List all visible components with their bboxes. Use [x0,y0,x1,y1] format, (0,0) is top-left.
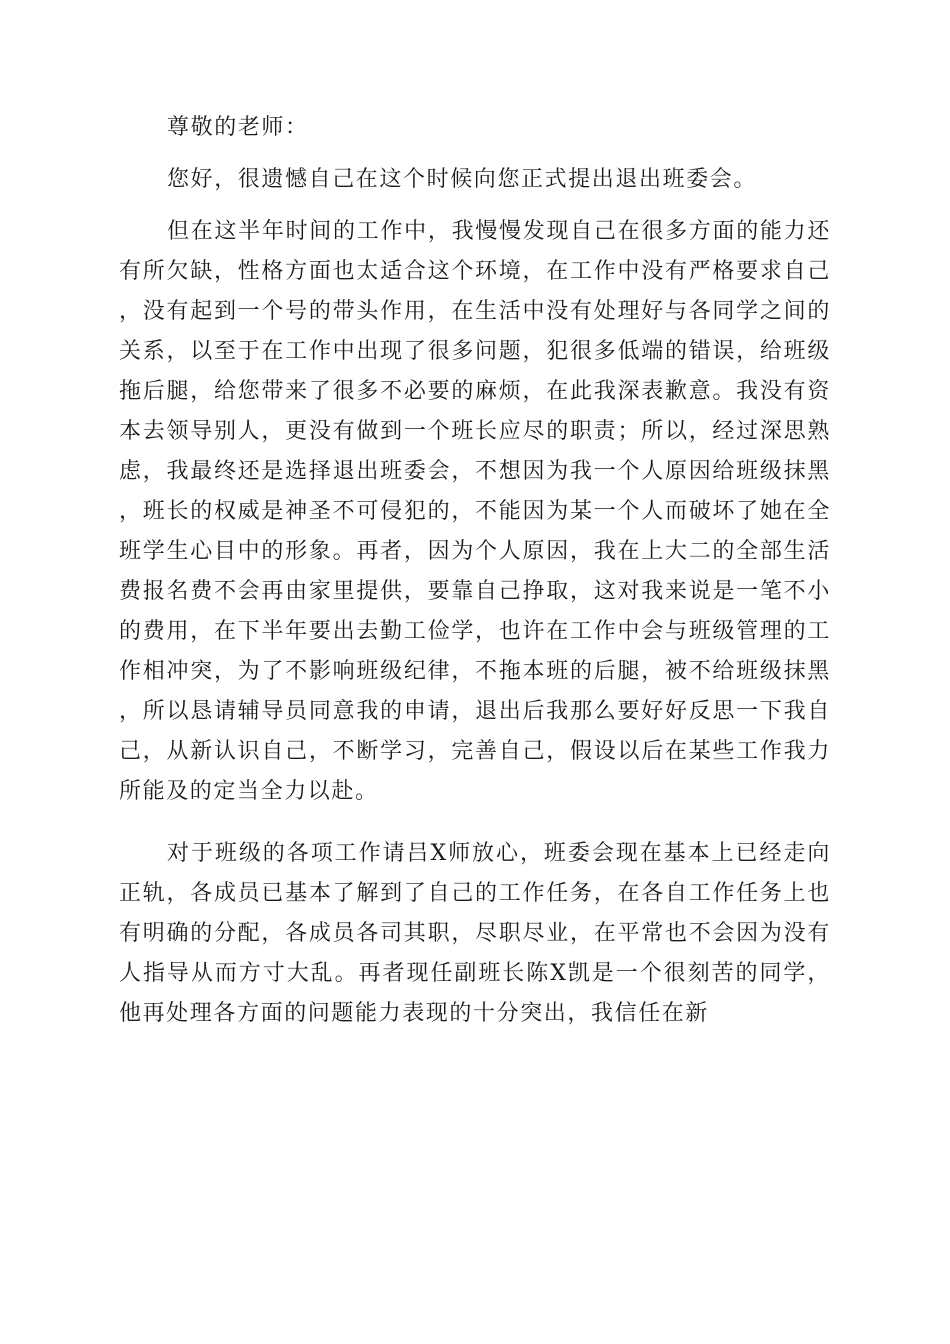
paragraph-class-work: 对于班级的各项工作请吕X师放心，班委会现在基本上已经走向正轨，各成员已基本了解到了自己的工作任务，在各自工作任务上也有明确的分配，各成员各司其职，尽职尽业，在平常也不会因为没有人指导从而方寸大乱。再者现任副班长陈X凯是一个很刻苦的同学，他再处理各方面的问题能力表现的十分突出，我信任在新 [119,841,831,1026]
salutation: 尊敬的老师： [167,115,309,140]
letter-body [119,108,831,1034]
paragraph-reasons: 但在这半年时间的工作中，我慢慢发现自己在很多方面的能力还有所欠缺，性格方面也太适合这个环境，在工作中没有严格要求自己，没有起到一个号的带头作用，在生活中没有处理好与各同学之间的关系，以至于在工作中出现了很多问题，犯很多低端的错误，给班级拖后腿，给您带来了很多不必要的麻烦，在此我深表歉意。我没有资本去领导别人，更没有做到一个班长应尽的职责；所以，经过深思熟虑，我最终还是选择退出班委会，不想因为我一个人原因给班级抹黑，班长的权威是神圣不可侵犯的，不能因为某一个人而破坏了她在全班学生心目中的形象。再者，因为个人原因，我在上大二的全部生活费报名费不会再由家里提供，要靠自己挣取，这对我来说是一笔不小的费用，在下半年要出去勤工俭学，也许在工作中会与班级管理的工作相冲突，为了不影响班级纪律，不拖本班的后腿，被不给班级抹黑，所以恳请辅导员同意我的申请，退出后我那么要好好反思一下我自己，从新认识自己，不断学习，完善自己，假设以后在某些工作我力所能及的定当全力以赴。 [119,219,831,804]
paragraph-greeting: 您好，很遗憾自己在这个时候向您正式提出退出班委会。 [167,167,758,192]
